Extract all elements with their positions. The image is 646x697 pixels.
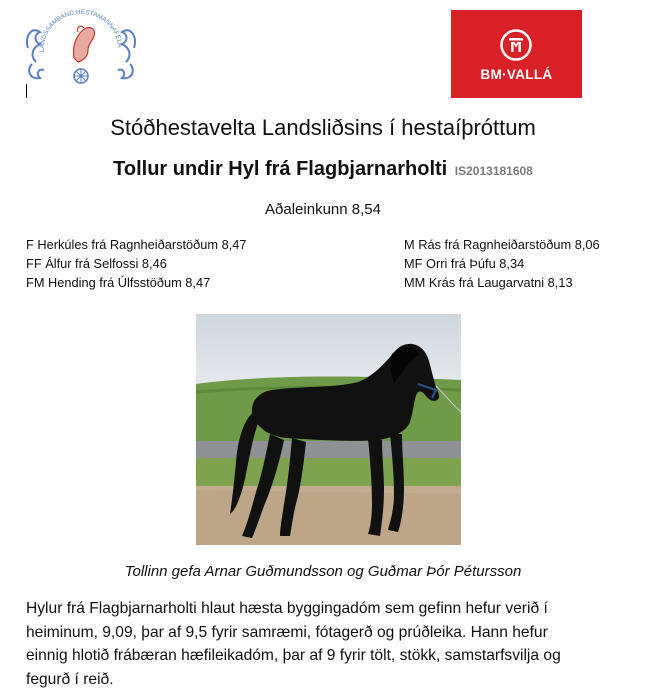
bm-valla-brand-text: BM·VALLÁ (480, 67, 553, 82)
pedigree-line: MM Krás frá Laugarvatni 8,13 (404, 275, 573, 290)
pedigree-line: M Rás frá Ragnheiðarstöðum 8,06 (404, 237, 600, 252)
horse-name-heading (0, 158, 646, 181)
description-line: einnig hlotið frábæran hæfileikadóm, þar af 9 fyrir tölt, stökk, samstarfsvilja og (26, 647, 561, 664)
horse-name: Tollur undir Hyl frá Flagbjarnarholti (113, 158, 448, 180)
lh-logo (22, 8, 140, 90)
pedigree-line: FF Álfur frá Selfossi 8,46 (26, 256, 167, 271)
pedigree-line: FM Hending frá Úlfsstöðum 8,47 (26, 275, 211, 290)
lh-logo-text: LANDSSAMBAND HESTAMANNAFÉLA (38, 8, 124, 53)
pedigree-sire-side (26, 235, 247, 292)
description-line: Hylur frá Flagbjarnarholti hlaut hæsta byggingadóm sem gefinn hefur verið í (26, 600, 548, 617)
description-paragraph (26, 597, 626, 691)
registration-number: IS2013181608 (454, 164, 533, 178)
pedigree-dam-side (404, 235, 600, 292)
text-cursor (26, 84, 27, 98)
pedigree-line: F Herkúles frá Ragnheiðarstöðum 8,47 (26, 237, 247, 252)
main-score: Aðaleinkunn 8,54 (265, 201, 381, 218)
bm-valla-logo (451, 10, 582, 98)
description-line: heiminum, 9,09, þar af 9,5 fyrir samræmi, fótagerð og prúðleika. Hann hefur (26, 623, 548, 641)
page-title: Stóðhestavelta Landsliðsins í hestaíþróttum (110, 115, 536, 140)
description-line: fegurð í reið. (26, 670, 114, 688)
photo-caption: Tollinn gefa Arnar Guðmundsson og Guðmar Þór Pétursson (124, 563, 522, 580)
bm-valla-mark-icon (500, 29, 532, 61)
pedigree-line: MF Orri frá Þúfu 8,34 (404, 256, 525, 271)
horse-photo (196, 314, 461, 545)
